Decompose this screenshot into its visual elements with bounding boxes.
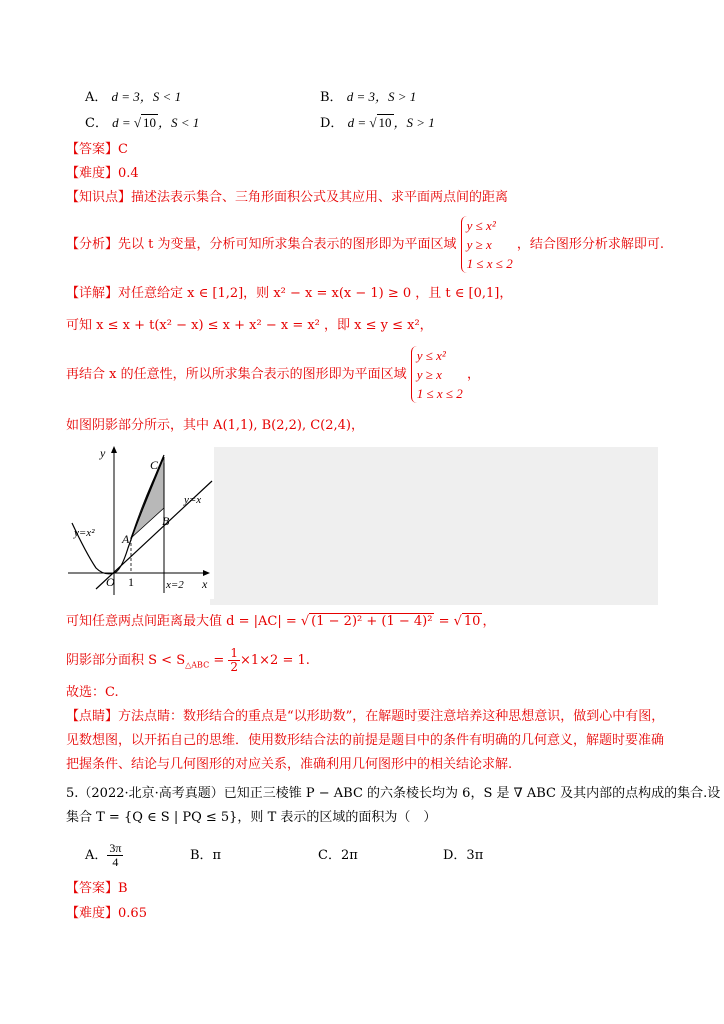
vline-label: x=2: [166, 579, 184, 591]
option-b: B． d = 3，S > 1: [320, 89, 417, 105]
function-graph: [66, 443, 214, 599]
line-label: y=x: [184, 494, 202, 506]
point-b-label: B: [162, 514, 170, 528]
q5-option-a: A． $\frac{3\pi}{4}$: [85, 841, 122, 869]
y-axis-label: y: [100, 446, 106, 460]
origin-label: O: [106, 575, 115, 589]
detail-line-6: 阴影部分面积 $S < S_{\triangle ABC}$ = $\frac{1}{2}$ ×1×2 = 1.: [66, 646, 310, 674]
detail-line-1: 【详解】对任意给定 x ∈ [1,2]，则 x² − x = x(x − 1) ≥ 0 ，且 t ∈ [0,1]，: [66, 286, 513, 301]
q5-option-d: D．3π: [443, 848, 484, 863]
x-axis-label: x: [202, 577, 208, 591]
q5-stem-line-1: 5.（2022·北京·高考真题）已知正三棱锥 P − ABC 的六条棱长均为 6，S 是 ∇ ABC 及其内部的点构成的集合.设: [66, 786, 721, 801]
q5-stem-line-2: 集合 T = {Q ∈ S | PQ ≤ 5}，则 T 表示的区域的面积为（ ）: [66, 810, 437, 825]
tick-one-label: 1: [128, 575, 134, 589]
comment-line-1: 【点睛】方法点睛：数形结合的重点是“以形助数”，在解题时要注意培养这种思想意识，做到心中有图，: [66, 709, 665, 724]
conclusion-line: 故选：C.: [66, 685, 119, 700]
analysis-line: 【分析】先以 t 为变量，分析可知所求集合表示的图形即为平面区域 y ≤ x² y ≥ x 1 ≤ x ≤ 2 ，结合图形分析求解即可.: [66, 218, 664, 271]
point-a-label: A: [122, 532, 130, 546]
comment-line-2: 见数想图，以开拓自己的思维．使用数形结合法的前提是题目中的条件有明确的几何意义，解题时要准确: [66, 733, 665, 748]
option-d: D． d = √ 10 ，S > 1: [320, 115, 435, 131]
point-c-label: C: [150, 458, 159, 472]
curve-label: y=x²: [74, 527, 95, 539]
q5-answer-line: 【答案】B: [66, 881, 128, 896]
detail-line-5: 可知任意两点间距离最大值 d = |AC| = √ (1 − 2)² + (1 − 4)² = √ 10 ，: [66, 614, 496, 629]
figure-background-panel: [210, 447, 658, 605]
difficulty-line: 【难度】0.4: [66, 166, 139, 181]
q5-option-b: B．π: [190, 848, 222, 863]
fraction-one-half: $\frac{1}{2}$: [230, 646, 238, 674]
option-a: A． d = 3，S < 1: [85, 89, 182, 105]
detail-line-4: 如图阴影部分所示，其中 A(1,1), B(2,2), C(2,4)，: [66, 418, 365, 433]
knowledge-line: 【知识点】描述法表示集合、三角形面积公式及其应用、求平面两点间的距离: [66, 190, 509, 205]
region-system-2: y ≤ x² y ≥ x 1 ≤ x ≤ 2: [411, 346, 463, 403]
comment-line-3: 把握条件、结论与几何图形的对应关系，准确利用几何图形中的相关结论求解.: [66, 757, 513, 772]
answer-line: 【答案】C: [66, 142, 128, 157]
region-system: y ≤ x² y ≥ x 1 ≤ x ≤ 2: [461, 216, 513, 273]
q5-option-c: C．2π: [318, 848, 358, 863]
detail-line-3: 再结合 x 的任意性，所以所求集合表示的图形即为平面区域 y ≤ x² y ≥ x 1 ≤ x ≤ 2 ，: [66, 348, 480, 401]
detail-line-2: 可知 x ≤ x + t(x² − x) ≤ x + x² − x = x² ，即 x ≤ y ≤ x²，: [66, 318, 433, 333]
q5-difficulty-line: 【难度】0.65: [66, 906, 147, 921]
option-c: C． d = √ 10 ，S < 1: [85, 115, 200, 131]
